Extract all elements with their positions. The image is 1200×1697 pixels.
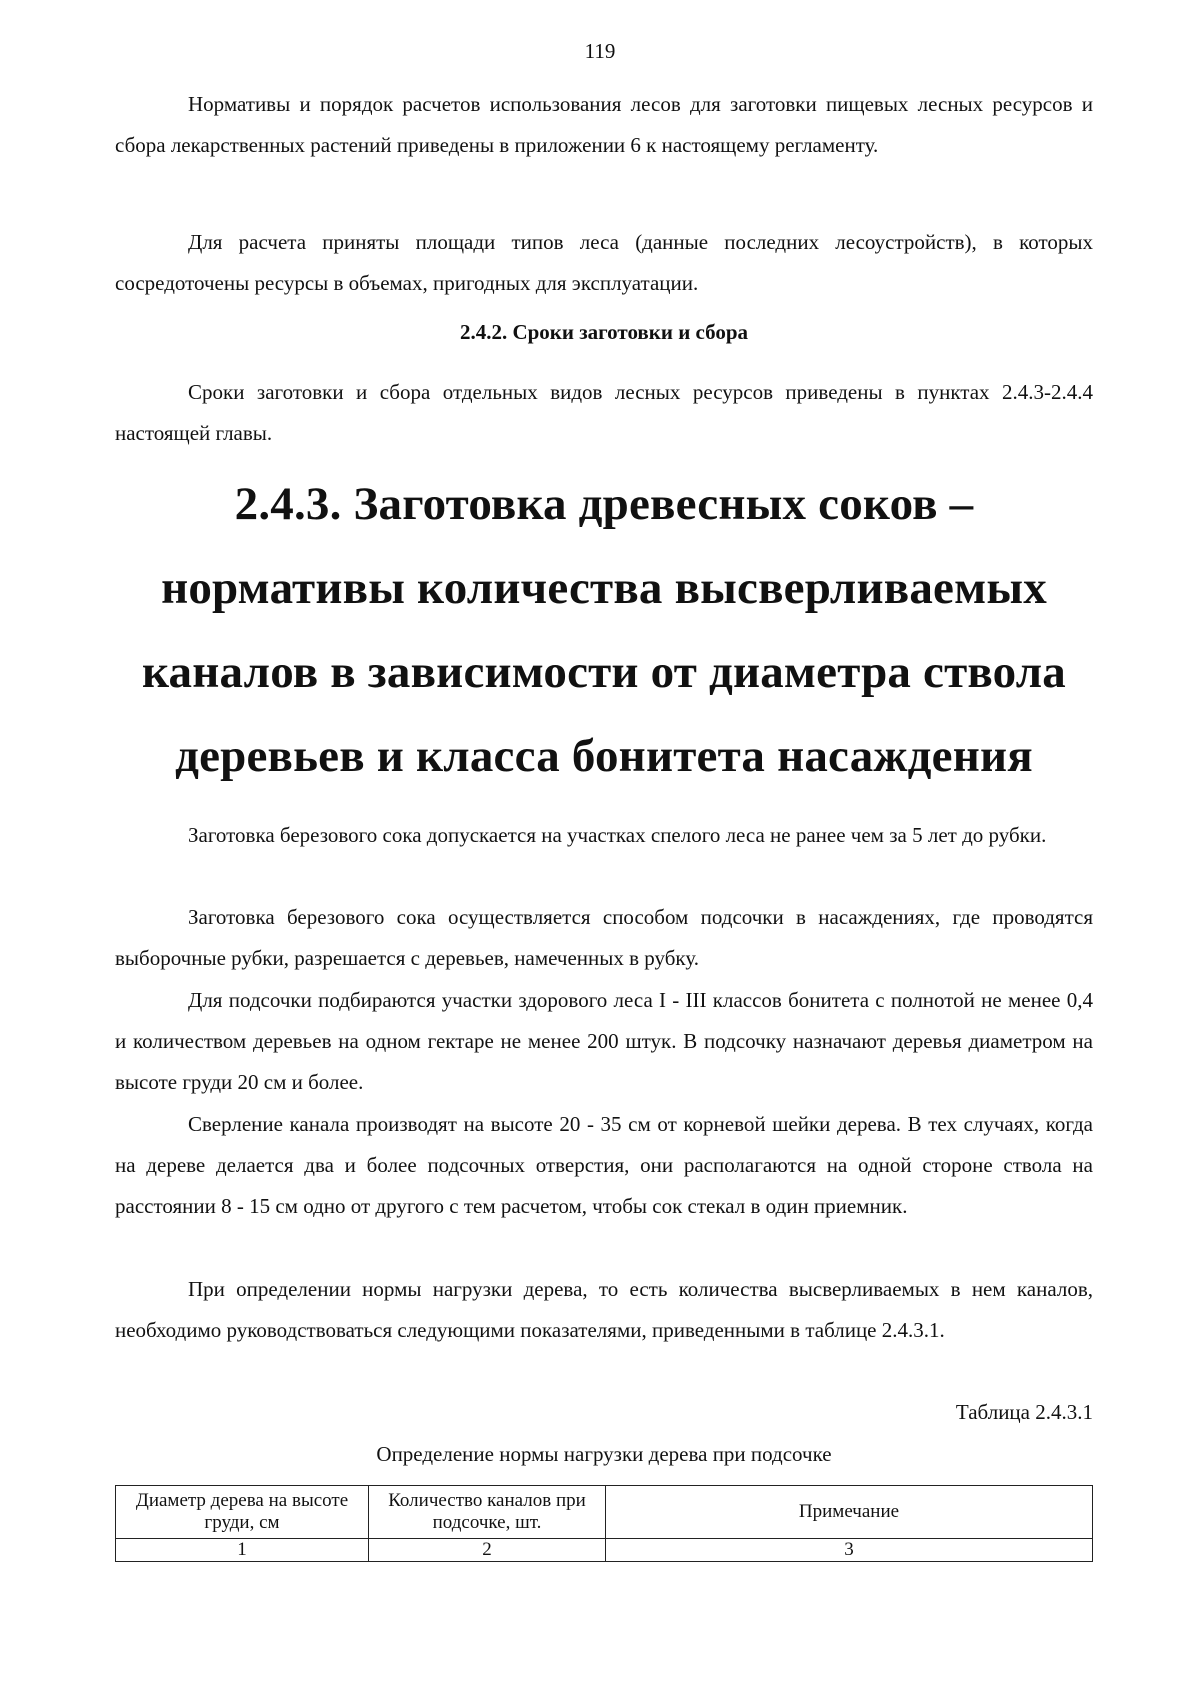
table-header-note: Примечание: [606, 1486, 1093, 1539]
table-header-diameter: Диаметр дерева на высоте груди, см: [116, 1486, 369, 1539]
section-heading-2-4-2: 2.4.2. Сроки заготовки и сбора: [459, 320, 749, 344]
paragraph-drilling: Сверление канала производят на высоте 20 - 35 см от корневой шейки дерева. В тех случаях, когда на дереве делается два и более подсочных отверстия, они располагаются на одной стороне ствола на расстоянии 8 - 15 см одно от другого с тем расчетом, чтобы сок стекал в один приемник.: [115, 1112, 1093, 1218]
paragraph-birch-sap-method: Заготовка березового сока осуществляется способом подсочки в насаждениях, где проводятся выборочные рубки, разрешается с деревьев, намеченных в рубку.: [115, 905, 1093, 970]
paragraph-forest-areas: Для расчета приняты площади типов леса (данные последних лесоустройств), в которых сосредоточены ресурсы в объемах, пригодных для эксплуатации.: [115, 230, 1093, 295]
page-number: 119: [584, 39, 616, 63]
heading-line: нормативы количества высверливаемых: [161, 562, 1047, 614]
table-header-channels: Количество каналов при подсочке, шт.: [369, 1486, 606, 1539]
table-cell: 2: [369, 1539, 606, 1562]
heading-line: каналов в зависимости от диаметра ствола: [141, 646, 1067, 698]
paragraph-harvest-terms: Сроки заготовки и сбора отдельных видов лесных ресурсов приведены в пунктах 2.4.3-2.4.4 настоящей главы.: [115, 380, 1093, 445]
table-cell: 3: [606, 1539, 1093, 1562]
heading-line: 2.4.3. Заготовка древесных соков –: [234, 478, 974, 530]
paragraph-load-norm: При определении нормы нагрузки дерева, то есть количества высверливаемых в нем каналов, необходимо руководствоваться следующими показателями, приведенными в таблице 2.4.3.1.: [115, 1277, 1093, 1342]
table-cell: 1: [116, 1539, 369, 1562]
table-header-row: [116, 1486, 1093, 1539]
paragraph-birch-sap-allowed: Заготовка березового сока допускается на участках спелого леса не ранее чем за 5 лет до рубки.: [188, 823, 1047, 847]
paragraph-tapping-selection: Для подсочки подбираются участки здорового леса I - III классов бонитета с полнотой не менее 0,4 и количеством деревьев на одном гектаре не менее 200 штук. В подсочку назначают деревья диаметром на высоте груди 20 см и более.: [115, 988, 1093, 1094]
table-number: Таблица 2.4.3.1: [955, 1400, 1093, 1424]
section-heading-2-4-3: [115, 462, 1093, 798]
paragraph-normatives: Нормативы и порядок расчетов использования лесов для заготовки пищевых лесных ресурсов и сбора лекарственных растений приведены в приложении 6 к настоящему регламенту.: [115, 92, 1093, 157]
tapping-norms-table: [115, 1485, 1093, 1562]
heading-line: деревьев и класса бонитета насаждения: [175, 730, 1033, 782]
table-title: Определение нормы нагрузки дерева при подсочке: [376, 1442, 832, 1466]
table-column-number-row: [116, 1539, 1093, 1562]
